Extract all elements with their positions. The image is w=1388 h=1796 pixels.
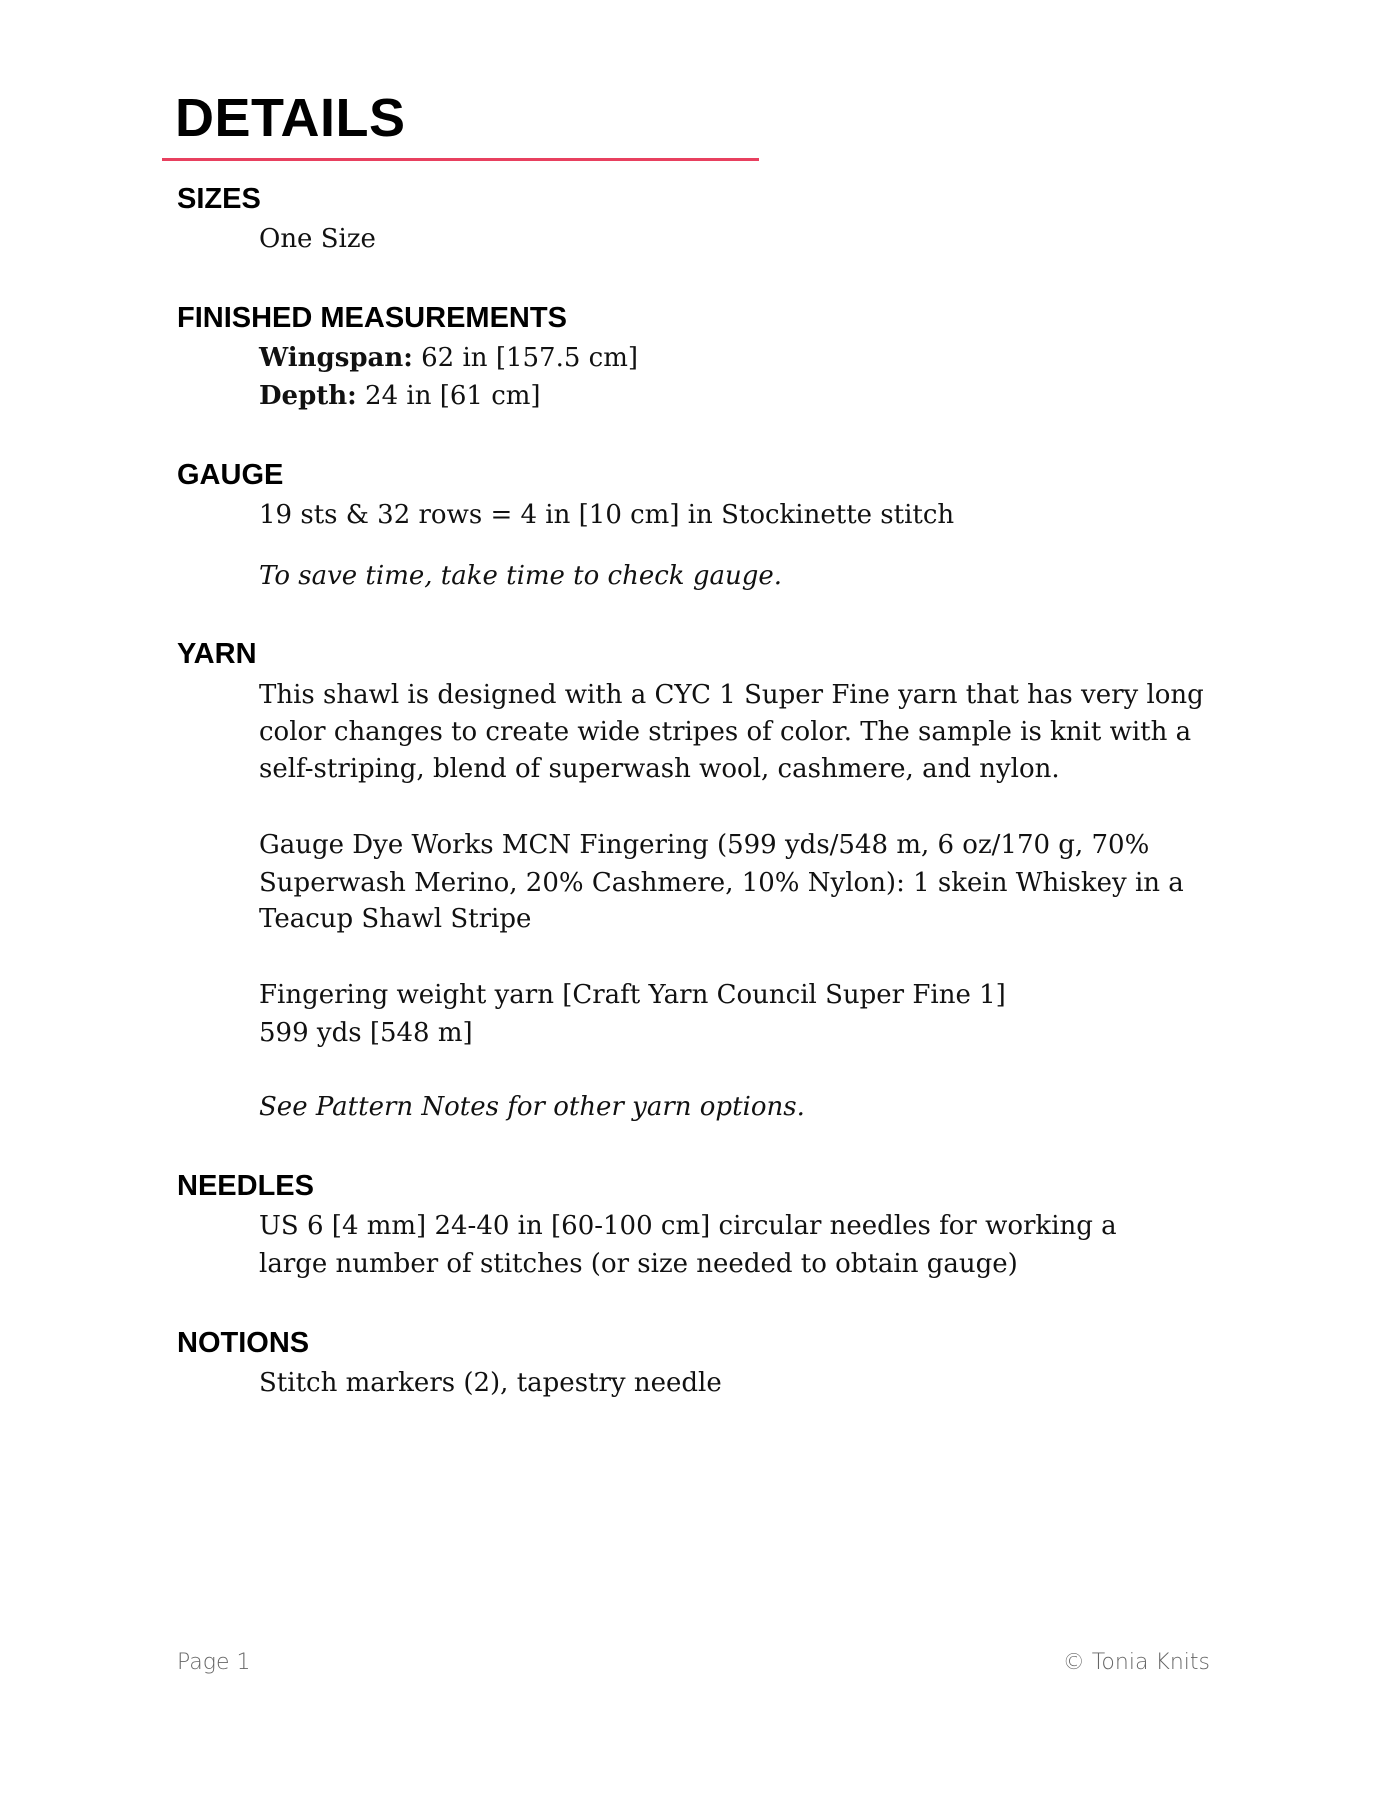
depth-value: 24 in [61 cm] <box>356 381 541 411</box>
wingspan <box>259 340 638 377</box>
gauge-note: To save time, take time to check gauge. <box>259 561 783 591</box>
yarn-weight-line: 599 yds [548 m] <box>259 1018 473 1048</box>
sizes-value: One Size <box>259 224 376 254</box>
sizes-heading: SIZES <box>177 183 261 215</box>
notions-value: Stitch markers (2), tapestry needle <box>259 1368 722 1398</box>
yarn-description-line: color changes to create wide stripes of color. The sample is knit with a <box>259 717 1192 747</box>
yarn-weight-line: Fingering weight yarn [Craft Yarn Council Super Fine 1] <box>259 980 1006 1010</box>
depth-label: Depth: <box>259 381 357 411</box>
page-number: Page 1 <box>177 1650 251 1675</box>
yarn-description-line: This shawl is designed with a CYC 1 Super Fine yarn that has very long <box>259 680 1204 710</box>
yarn-sample-line: Gauge Dye Works MCN Fingering (599 yds/548 m, 6 oz/170 g, 70% <box>259 830 1150 860</box>
copyright: © Tonia Knits <box>1062 1650 1210 1675</box>
needles-line: large number of stitches (or size needed to obtain gauge) <box>259 1249 1018 1279</box>
depth <box>259 378 541 415</box>
needles-heading: NEEDLES <box>177 1170 314 1202</box>
wingspan-value: 62 in [157.5 cm] <box>412 343 639 373</box>
wingspan-label: Wingspan: <box>259 343 413 373</box>
yarn-description-line: self-striping, blend of superwash wool, cashmere, and nylon. <box>259 754 1060 784</box>
page-title: DETAILS <box>175 88 406 148</box>
gauge-value: 19 sts & 32 rows = 4 in [10 cm] in Stockinette stitch <box>259 500 955 530</box>
yarn-sample-line: Superwash Merino, 20% Cashmere, 10% Nylon): 1 skein Whiskey in a <box>259 868 1184 898</box>
measurements-heading: FINISHED MEASUREMENTS <box>177 302 567 334</box>
needles-line: US 6 [4 mm] 24-40 in [60-100 cm] circular needles for working a <box>259 1211 1117 1241</box>
yarn-note: See Pattern Notes for other yarn options. <box>259 1092 805 1122</box>
yarn-sample-line: Teacup Shawl Stripe <box>259 904 532 934</box>
notions-heading: NOTIONS <box>177 1327 310 1359</box>
yarn-heading: YARN <box>177 638 257 670</box>
title-underline <box>162 158 759 161</box>
gauge-heading: GAUGE <box>177 459 284 491</box>
